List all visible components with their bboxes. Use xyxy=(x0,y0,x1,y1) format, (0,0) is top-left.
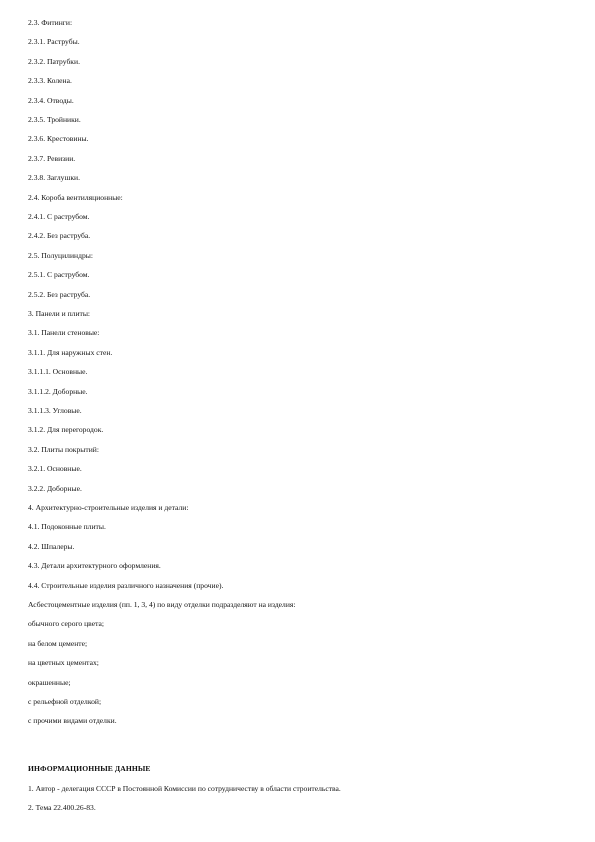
list-line: 3.1.1.3. Угловые. xyxy=(28,406,82,415)
list-line: 3.1. Панели стеновые: xyxy=(28,328,100,338)
list-line: 2.3. Фитинги: xyxy=(28,18,73,27)
list-line: 4.3. Детали архитектурного оформления. xyxy=(28,561,161,571)
list-line: обычного серого цвета; xyxy=(28,619,104,629)
list-line: 2.3.8. Заглушки. xyxy=(28,173,80,183)
list-line: 2.3.4. Отводы. xyxy=(28,95,74,105)
list-line: 2.5.2. Без раструба. xyxy=(28,289,91,299)
list-line: 2.4.2. Без раструба. xyxy=(28,231,91,241)
list-line: 3.2. Плиты покрытий: xyxy=(28,444,99,454)
info-heading: ИНФОРМАЦИОННЫЕ ДАННЫЕ xyxy=(28,764,151,773)
list-line: 2.3.7. Ревизии. xyxy=(28,153,76,163)
list-line: 3.1.1.1. Основные. xyxy=(28,367,88,377)
list-line: 4.2. Шпалеры. xyxy=(28,541,75,551)
list-line: 3.1.1. Для наружных стен. xyxy=(28,347,113,357)
list-line: 2.3.5. Тройники. xyxy=(28,115,81,124)
list-line: 2.5. Полуцилиндры: xyxy=(28,250,93,260)
list-line: 2.4. Короба вентиляционные: xyxy=(28,192,123,202)
list-line: 4. Архитектурно-строительные изделия и детали: xyxy=(28,503,189,512)
list-line: 2.3.6. Крестовины. xyxy=(28,134,89,144)
list-line: 3.1.2. Для перегородок. xyxy=(28,425,104,435)
list-line: с прочими видами отделки. xyxy=(28,716,117,726)
list-line: окрашенные; xyxy=(28,677,71,687)
list-line: 2.3.2. Патрубки. xyxy=(28,56,80,66)
list-line: 4.1. Подоконные плиты. xyxy=(28,522,106,532)
list-line: 3.1.1.2. Доборные. xyxy=(28,386,88,396)
list-line: на цветных цементах; xyxy=(28,658,99,668)
list-line: 2.3.3. Колена. xyxy=(28,76,72,86)
list-line: с рельефной отделкой; xyxy=(28,697,102,706)
list-line: 3.2.2. Доборные. xyxy=(28,483,82,493)
list-line: 2.5.1. С раструбом. xyxy=(28,270,90,280)
list-line: на белом цементе; xyxy=(28,638,88,648)
info-item: 1. Автор - делегация СССР в Постоянной Комиссии по сотрудничеству в области строительства. xyxy=(28,784,341,793)
list-line: 4.4. Строительные изделия различного назначения (прочие). xyxy=(28,580,224,590)
list-line: 3. Панели и плиты: xyxy=(28,309,91,318)
list-line: Асбестоцементные изделия (пп. 1, 3, 4) по виду отделки подразделяют на изделия: xyxy=(28,600,296,609)
list-line: 3.2.1. Основные. xyxy=(28,464,82,474)
list-line: 2.4.1. С раструбом. xyxy=(28,212,90,221)
list-line: 2.3.1. Раструбы. xyxy=(28,37,80,47)
info-item: 2. Тема 22.400.26-83. xyxy=(28,803,96,812)
